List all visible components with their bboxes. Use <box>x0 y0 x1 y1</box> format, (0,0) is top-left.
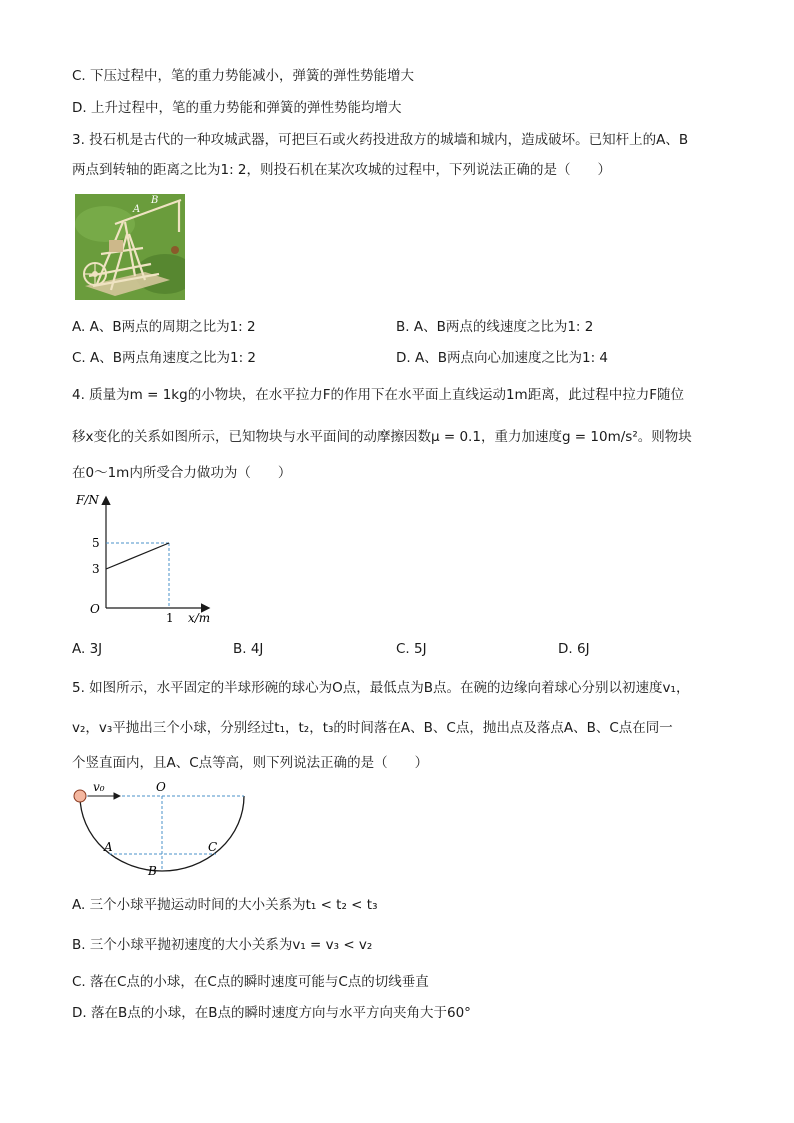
label-o: O <box>156 780 166 794</box>
force-line <box>106 543 169 569</box>
q5-stem-line2: v₂，v₃平抛出三个小球，分别经过t₁，t₂，t₃的时间落在A、B、C点，抛出点及落点A、B、C点在同一 <box>72 720 673 736</box>
q5-option-b: B. 三个小球平抛初速度的大小关系为v₁ = v₃ < v₂ <box>72 937 373 953</box>
y-tick-3: 3 <box>92 562 100 576</box>
q3-option-c: C. A、B两点角速度之比为1: 2 <box>72 350 257 366</box>
label-a: A <box>104 840 113 854</box>
q4-option-b: B. 4J <box>233 641 264 657</box>
q5-option-c: C. 落在C点的小球，在C点的瞬时速度可能与C点的切线垂直 <box>72 974 429 990</box>
ball <box>74 790 86 802</box>
label-b: B <box>148 864 157 878</box>
q4-stem-line2: 移x变化的关系如图所示，已知物块与水平面间的动摩擦因数μ = 0.1，重力加速度g = 10m/s²。则物块 <box>72 429 692 445</box>
q3-option-a: A. A、B两点的周期之比为1: 2 <box>72 319 256 335</box>
x-axis-label: x/m <box>188 611 211 625</box>
q5-stem-line1: 5. 如图所示，水平固定的半球形碗的球心为O点，最低点为B点。在碗的边缘向着球心分别以初速度v₁， <box>72 680 690 696</box>
q4-option-d: D. 6J <box>558 641 590 657</box>
q3-stem-line2: 两点到转轴的距离之比为1: 2，则投石机在某次攻城的过程中，下列说法正确的是（ ） <box>72 162 612 178</box>
q4-stem-line1: 4. 质量为m = 1kg的小物块，在水平拉力F的作用下在水平面上直线运动1m距离，此过程中拉力F随位 <box>72 387 684 403</box>
q5-stem-line3: 个竖直面内，且A、C点等高，则下列说法正确的是（ ） <box>72 755 429 771</box>
force-displacement-chart <box>70 488 220 628</box>
q4-option-c: C. 5J <box>396 641 427 657</box>
x-tick-1: 1 <box>166 611 174 625</box>
q3-option-d: D. A、B两点向心加速度之比为1: 4 <box>396 350 608 366</box>
q2-option-c: C. 下压过程中，笔的重力势能减小，弹簧的弹性势能增大 <box>72 68 415 84</box>
q3-stem-line1: 3. 投石机是古代的一种攻城武器，可把巨石或火药投进敌方的城墙和城内，造成破坏。已知杆上的A、B <box>72 132 689 148</box>
origin-label: O <box>90 602 100 616</box>
label-c: C <box>208 840 218 854</box>
hemispherical-bowl-figure <box>68 780 258 880</box>
q5-option-d: D. 落在B点的小球，在B点的瞬时速度方向与水平方向夹角大于60° <box>72 1005 471 1021</box>
q3-option-b: B. A、B两点的线速度之比为1: 2 <box>396 319 594 335</box>
trebuchet-drawing <box>75 194 185 300</box>
label-v0: v₀ <box>93 780 105 794</box>
photo-label-a: A <box>133 204 141 215</box>
q4-stem-line3: 在0～1m内所受合力做功为（ ） <box>72 465 292 481</box>
q4-option-a: A. 3J <box>72 641 103 657</box>
trebuchet-photo <box>75 194 185 300</box>
q5-option-a: A. 三个小球平抛运动时间的大小关系为t₁ < t₂ < t₃ <box>72 897 378 913</box>
y-axis-label: F/N <box>76 493 99 507</box>
photo-label-b: B <box>151 195 159 206</box>
q2-option-d: D. 上升过程中，笔的重力势能和弹簧的弹性势能均增大 <box>72 100 402 116</box>
y-tick-5: 5 <box>92 536 100 550</box>
